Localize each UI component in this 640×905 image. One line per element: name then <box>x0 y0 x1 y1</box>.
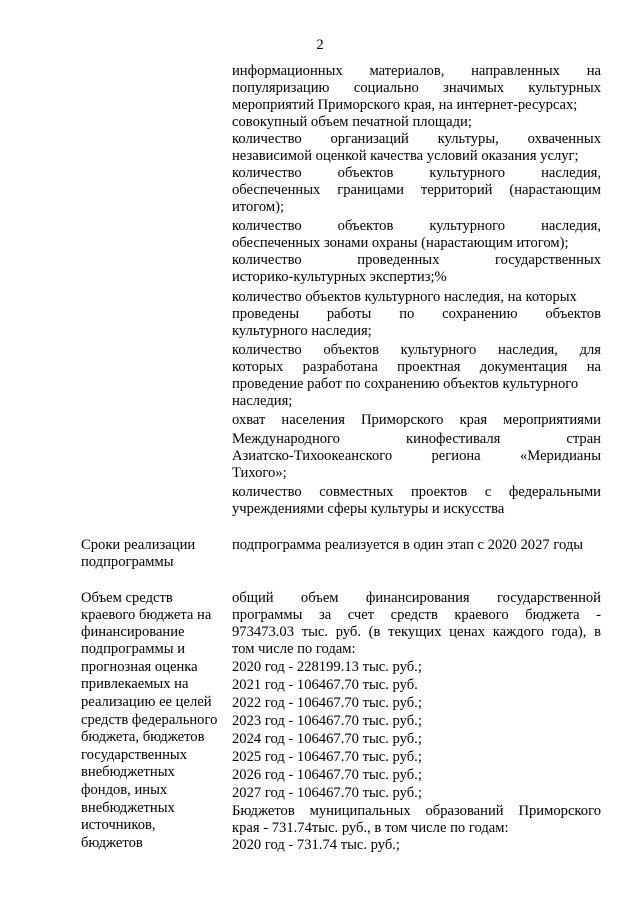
funding-label-line: источников, <box>81 817 156 833</box>
indicator-line: Азиатско-Тихоокеанского региона «Меридианы <box>232 448 601 464</box>
funding-year-line: 2020 год - 731.74 тыс. руб.; <box>232 837 400 853</box>
funding-year-line: 2026 год - 106467.70 тыс. руб.; <box>232 767 422 783</box>
funding-year-line: 2027 год - 106467.70 тыс. руб.; <box>232 785 422 801</box>
funding-label-line: Объем средств <box>81 590 173 606</box>
funding-label-line: фондов, иных <box>81 782 168 798</box>
terms-value <box>232 537 601 554</box>
terms-label-line: подпрограммы <box>81 554 174 570</box>
indicator-line: проведение работ по сохранению объектов культурного <box>232 376 579 392</box>
funding-label-line: средств федерального <box>81 712 218 728</box>
funding-label-line: подпрограммы и <box>81 641 186 657</box>
indicator-line: культурного наследия; <box>232 323 372 339</box>
funding-label-line: финансирование <box>81 624 185 640</box>
funding-label-line: внебюджетных <box>81 800 175 816</box>
funding-value-line: том числе по годам: <box>232 641 356 657</box>
indicator-line: количество проведенных государственных <box>232 252 601 268</box>
indicator-line: Международного кинофестиваля стран <box>232 431 601 447</box>
indicator-line: количество совместных проектов с федеральными <box>232 484 601 500</box>
indicator-line: историко-культурных экспертиз;% <box>232 269 447 285</box>
funding-year-line: 2025 год - 106467.70 тыс. руб.; <box>232 749 422 765</box>
indicator-line: проведены работы по сохранению объектов <box>232 306 601 322</box>
funding-label-line: внебюджетных <box>81 764 175 780</box>
funding-value-line: 973473.03 тыс. руб. (в текущих ценах каждого года), в <box>232 624 601 640</box>
indicator-line: количество организаций культуры, охваченных <box>232 131 601 147</box>
indicator-line: итогом); <box>232 199 285 215</box>
indicator-line: количество объектов культурного наследия, <box>232 218 601 234</box>
indicator-line: которых разработана проектная документация на <box>232 359 601 375</box>
funding-year-line: 2024 год - 106467.70 тыс. руб.; <box>232 731 422 747</box>
indicator-line: мероприятий Приморского края, на интернет-ресурсах; <box>232 97 578 113</box>
terms-label-line: Сроки реализации <box>81 537 196 553</box>
funding-label-line: государственных <box>81 747 188 763</box>
funding-label-line: бюджетов <box>81 835 143 851</box>
indicator-line: совокупный объем печатной площади; <box>232 114 472 130</box>
funding-value-line: края - 731.74тыс. руб., в том числе по годам: <box>232 820 509 836</box>
terms-value-line: подпрограмма реализуется в один этап с 2020 2027 годы <box>232 537 584 553</box>
indicator-line: количество объектов культурного наследия, <box>232 165 601 181</box>
funding-value-line: Бюджетов муниципальных образований Приморского <box>232 803 601 819</box>
indicator-line: количество объектов культурного наследия, на которых <box>232 289 577 305</box>
indicator-line: количество объектов культурного наследия, для <box>232 342 601 358</box>
indicator-line: Тихого»; <box>232 465 287 481</box>
indicator-line: популяризацию социально значимых культурных <box>232 80 601 96</box>
funding-label-line: привлекаемых на <box>81 676 189 692</box>
funding-label <box>81 590 231 850</box>
indicator-line: охват населения Приморского края мероприятиями <box>232 412 601 428</box>
indicator-line: наследия; <box>232 393 293 409</box>
indicator-line: информационных материалов, направленных на <box>232 63 601 79</box>
funding-label-line: бюджета, бюджетов <box>81 729 205 745</box>
funding-value-line: общий объем финансирования государственной <box>232 590 601 606</box>
indicators-block <box>232 63 601 517</box>
funding-year-line: 2023 год - 106467.70 тыс. руб.; <box>232 713 422 729</box>
funding-year-line: 2021 год - 106467.70 тыс. руб. <box>232 677 418 693</box>
funding-label-line: реализацию ее целей <box>81 694 212 710</box>
funding-year-line: 2020 год - 228199.13 тыс. руб.; <box>232 659 422 675</box>
indicator-line: обеспеченных границами территорий (нарастающим <box>232 182 601 198</box>
indicator-line: обеспеченных зонами охраны (нарастающим итогом); <box>232 235 569 251</box>
indicator-line: учреждениями сферы культуры и искусства <box>232 501 505 517</box>
terms-label <box>81 537 231 571</box>
funding-value-line: программы за счет средств краевого бюджета - <box>232 607 601 623</box>
funding-label-line: краевого бюджета на <box>81 607 212 623</box>
page-number: 2 <box>316 37 324 53</box>
indicator-line: независимой оценкой качества условий оказания услуг; <box>232 148 579 164</box>
funding-value <box>232 590 601 852</box>
funding-year-line: 2022 год - 106467.70 тыс. руб.; <box>232 695 422 711</box>
funding-label-line: прогнозная оценка <box>81 659 198 675</box>
